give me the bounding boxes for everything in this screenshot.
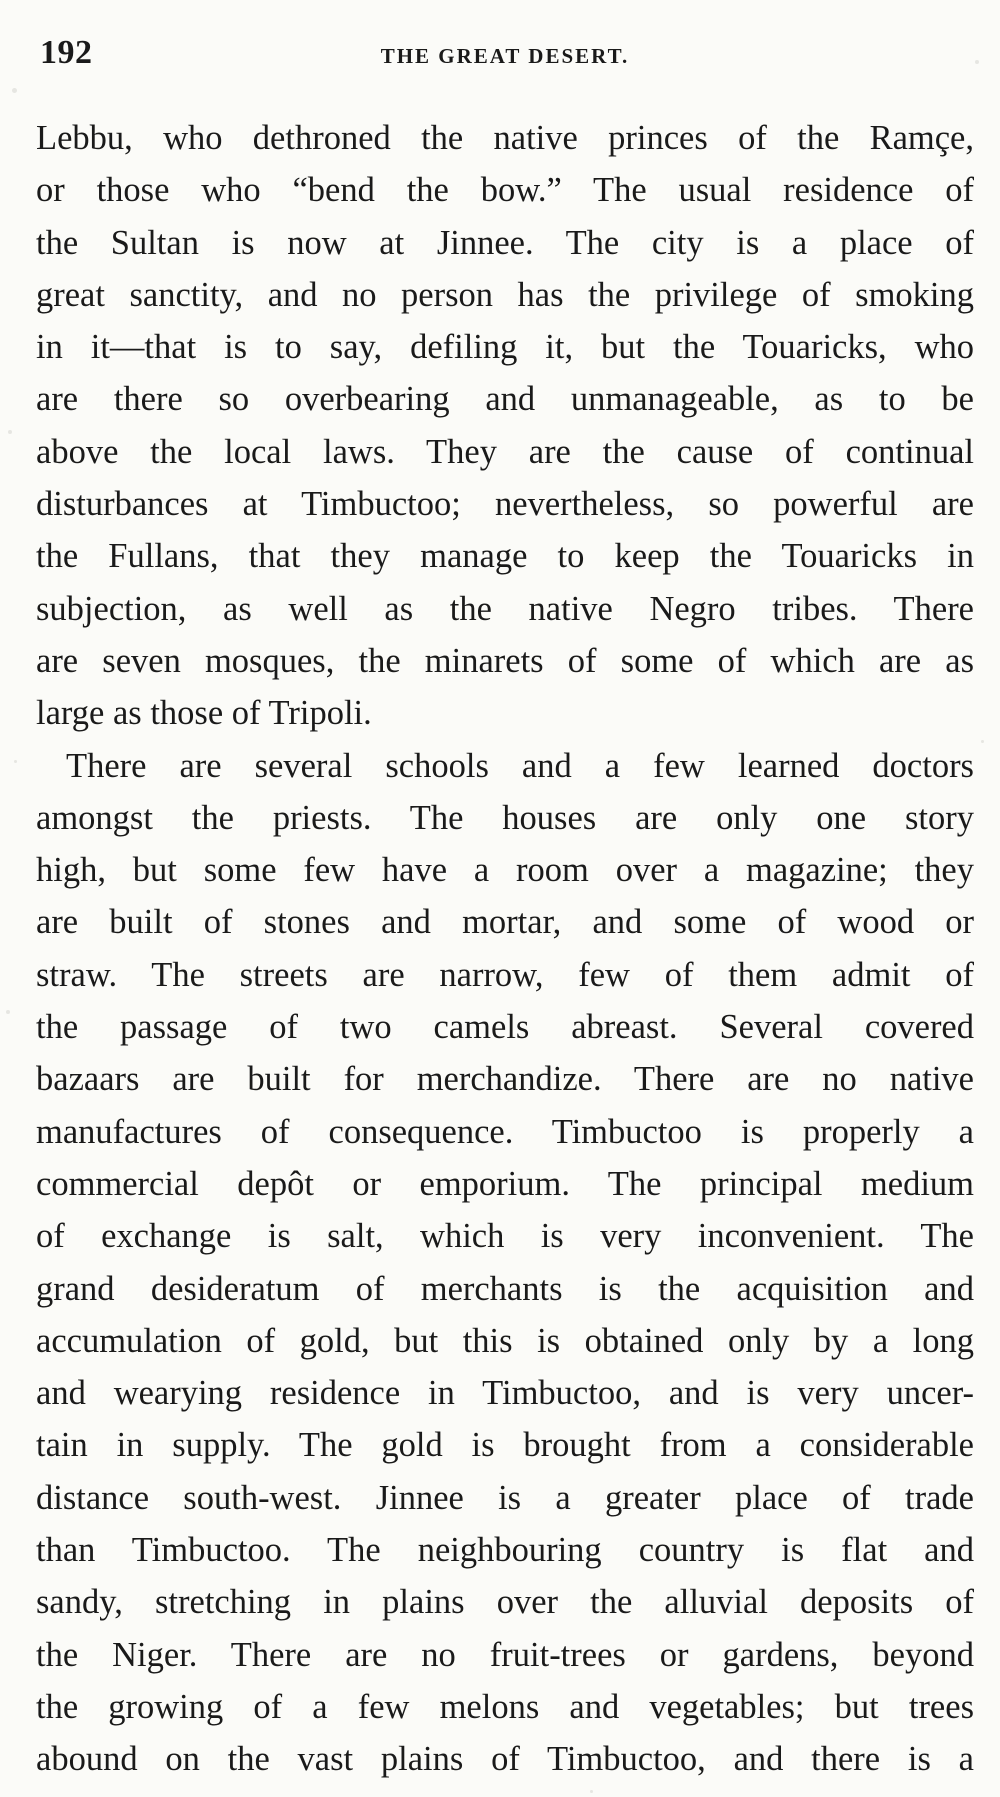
- text-line: above the local laws. They are the cause of continual: [36, 432, 974, 471]
- text-line: than Timbuctoo. The neighbouring country is flat and: [36, 1531, 974, 1570]
- scan-speckle: [975, 60, 979, 64]
- scan-speckle: [590, 1790, 593, 1793]
- text-line: accumulation of gold, but this is obtained only by a long: [36, 1321, 974, 1360]
- text-line: high, but some few have a room over a magazine; they: [36, 851, 974, 890]
- scan-speckle: [8, 430, 12, 434]
- text-line: the Niger. There are no fruit-trees or gardens, beyond: [36, 1635, 974, 1674]
- paragraph: [36, 112, 974, 740]
- text-line: the Sultan is now at Jinnee. The city is a place of: [36, 223, 974, 262]
- text-line: grand desideratum of merchants is the acquisition and: [36, 1269, 974, 1308]
- text-line: abound on the vast plains of Timbuctoo, and there is a: [36, 1740, 974, 1779]
- page-number: 192: [40, 34, 93, 71]
- text-line: are built of stones and mortar, and some of wood or: [36, 903, 974, 942]
- text-line: tain in supply. The gold is brought from a considerable: [36, 1426, 974, 1465]
- text-line: or those who “bend the bow.” The usual residence of: [36, 171, 974, 210]
- text-line: distance south-west. Jinnee is a greater place of trade: [36, 1478, 974, 1517]
- text-line: Lebbu, who dethroned the native princes of the Ramçe,: [36, 119, 974, 157]
- page-header: [40, 34, 970, 74]
- running-head: THE GREAT DESERT.: [380, 44, 630, 68]
- text-line: bazaars are built for merchandize. There are no native: [36, 1060, 974, 1099]
- text-line: in it—that is to say, defiling it, but the Touaricks, who: [36, 328, 974, 367]
- text-line: of exchange is salt, which is very inconvenient. The: [36, 1217, 974, 1256]
- text-line: and wearying residence in Timbuctoo, and is very uncer-: [36, 1374, 974, 1413]
- text-line: straw. The streets are narrow, few of them admit of: [36, 955, 974, 994]
- paragraph: [36, 740, 974, 1786]
- scan-speckle: [14, 760, 17, 763]
- text-line: the Fullans, that they manage to keep the Touaricks in: [36, 537, 974, 576]
- text-line: manufactures of consequence. Timbuctoo is properly a: [36, 1112, 974, 1151]
- text-line: great sanctity, and no person has the privilege of smoking: [36, 275, 974, 314]
- text-line: subjection, as well as the native Negro tribes. There: [36, 589, 974, 628]
- text-line: are there so overbearing and unmanageable, as to be: [36, 380, 974, 419]
- text-line: There are several schools and a few learned doctors: [66, 746, 974, 785]
- text-line: amongst the priests. The houses are only one story: [36, 798, 974, 837]
- scan-speckle: [12, 88, 17, 93]
- body-text: [36, 112, 974, 1786]
- text-line: commercial depôt or emporium. The principal medium: [36, 1164, 974, 1203]
- text-line: disturbances at Timbuctoo; nevertheless, so powerful are: [36, 485, 974, 524]
- text-line: sandy, stretching in plains over the alluvial deposits of: [36, 1583, 974, 1622]
- text-line: large as those of Tripoli.: [36, 694, 372, 733]
- scan-speckle: [6, 1010, 10, 1014]
- text-line: the passage of two camels abreast. Several covered: [36, 1008, 974, 1047]
- text-line: the growing of a few melons and vegetables; but trees: [36, 1687, 974, 1726]
- text-line: are seven mosques, the minarets of some of which are as: [36, 641, 974, 680]
- scan-speckle: [981, 740, 984, 743]
